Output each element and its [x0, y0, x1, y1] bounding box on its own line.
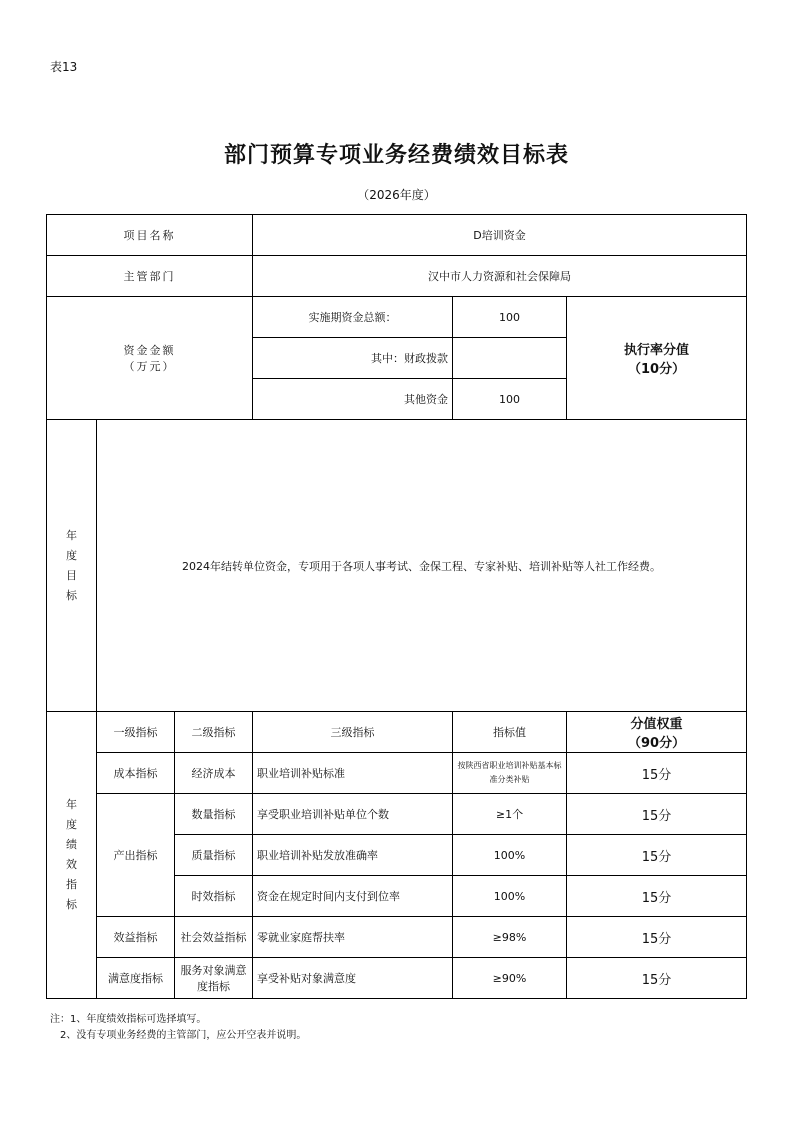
- table-row: [47, 917, 747, 958]
- value-cell: 100%: [453, 876, 567, 917]
- exec-label: 执行率分值: [624, 343, 690, 358]
- annual-goal-row: [47, 420, 747, 712]
- value-cell: 100%: [453, 835, 567, 876]
- footnotes: [50, 1012, 306, 1044]
- annual-goal-char: 目: [66, 568, 77, 582]
- funds-fiscal-label: 其中：财政拨款: [253, 338, 453, 379]
- exec-score: （10分）: [627, 362, 686, 377]
- year-label: （2026年度）: [357, 188, 436, 202]
- perf-header-row: [47, 712, 747, 753]
- value-cell: ≥1个: [453, 794, 567, 835]
- funds-label: 资金金额: [123, 344, 176, 357]
- department-value: 汉中市人力资源和社会保障局: [253, 256, 747, 297]
- footnote: 注：1、年度绩效指标可选择填写。: [50, 1014, 207, 1025]
- table-row: [47, 753, 747, 794]
- funds-total-value: 100: [453, 297, 567, 338]
- level3-cell: 资金在规定时间内支付到位率: [253, 876, 453, 917]
- level2-cell: 时效指标: [175, 876, 253, 917]
- level2-cell: 服务对象满意度指标: [175, 958, 253, 999]
- annual-goal-char: 标: [66, 588, 77, 602]
- project-row: [47, 215, 747, 256]
- funds-label-cell: [47, 297, 253, 420]
- header-level3: 三级指标: [253, 712, 453, 753]
- value-cell: ≥98%: [453, 917, 567, 958]
- header-level2: 二级指标: [175, 712, 253, 753]
- department-label: 主管部门: [47, 256, 253, 297]
- annual-goal-char: 度: [66, 548, 77, 562]
- level1-cell: 满意度指标: [97, 958, 175, 999]
- score-cell: 15分: [567, 958, 747, 999]
- table-row: [47, 958, 747, 999]
- performance-table: [46, 214, 747, 999]
- table-row: [47, 794, 747, 835]
- funds-total-row: [47, 297, 747, 338]
- annual-goal-text: 2024年结转单位资金，专项用于各项人事考试、金保工程、专家补贴、培训补贴等人社工作经费。: [97, 420, 747, 712]
- score-cell: 15分: [567, 794, 747, 835]
- funds-other-label: 其他资金: [253, 379, 453, 420]
- header-level1: 一级指标: [97, 712, 175, 753]
- funds-unit: （万元）: [123, 360, 176, 373]
- page-title: 部门预算专项业务经费绩效目标表: [223, 143, 569, 168]
- level2-cell: 经济成本: [175, 753, 253, 794]
- perf-label-char: 绩: [66, 838, 77, 851]
- header-weight: 分值权重: [630, 717, 683, 732]
- value-cell: 按陕西省职业培训补贴基本标准分类补贴: [453, 753, 567, 794]
- level3-cell: 零就业家庭帮扶率: [253, 917, 453, 958]
- perf-label: [47, 712, 97, 999]
- level2-cell: 社会效益指标: [175, 917, 253, 958]
- score-cell: 15分: [567, 835, 747, 876]
- funds-other-value: 100: [453, 379, 567, 420]
- project-value: D培训资金: [253, 215, 747, 256]
- perf-label-char: 标: [66, 898, 77, 911]
- level1-cell: 成本指标: [97, 753, 175, 794]
- project-label: 项目名称: [47, 215, 253, 256]
- score-cell: 15分: [567, 917, 747, 958]
- level3-cell: 享受职业培训补贴单位个数: [253, 794, 453, 835]
- funds-fiscal-value: [453, 338, 567, 379]
- header-weight-cell: [567, 712, 747, 753]
- level1-cell: 产出指标: [97, 794, 175, 917]
- exec-score-cell: [567, 297, 747, 420]
- level3-cell: 职业培训补贴发放准确率: [253, 835, 453, 876]
- level1-cell: 效益指标: [97, 917, 175, 958]
- score-cell: 15分: [567, 876, 747, 917]
- perf-label-char: 指: [66, 878, 77, 891]
- header-value: 指标值: [453, 712, 567, 753]
- annual-goal-char: 年: [66, 528, 77, 542]
- annual-goal-label: [47, 420, 97, 712]
- footnote: 2、没有专项业务经费的主管部门，应公开空表并说明。: [60, 1030, 307, 1041]
- table-number: 表13: [50, 60, 78, 74]
- level3-cell: 职业培训补贴标准: [253, 753, 453, 794]
- perf-label-char: 度: [66, 818, 77, 831]
- perf-label-char: 年: [66, 798, 77, 811]
- department-row: [47, 256, 747, 297]
- level2-cell: 质量指标: [175, 835, 253, 876]
- perf-label-char: 效: [66, 858, 77, 871]
- header-weight-score: （90分）: [627, 736, 686, 751]
- score-cell: 15分: [567, 753, 747, 794]
- value-cell: ≥90%: [453, 958, 567, 999]
- level3-cell: 享受补贴对象满意度: [253, 958, 453, 999]
- funds-total-label: 实施期资金总额：: [253, 297, 453, 338]
- level2-cell: 数量指标: [175, 794, 253, 835]
